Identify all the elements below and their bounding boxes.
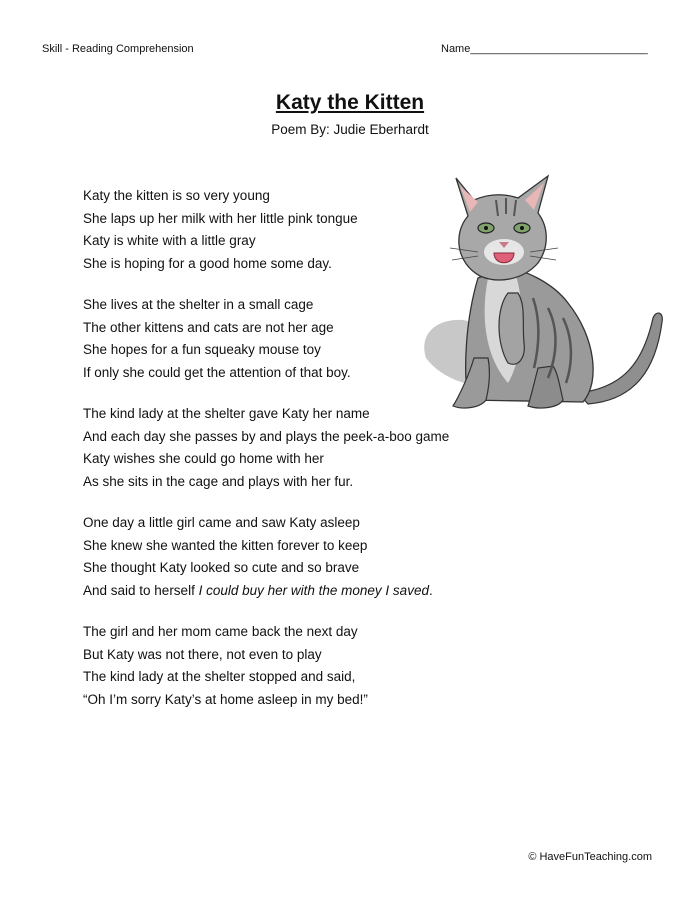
poem-line: Katy the kitten is so very young xyxy=(83,188,270,203)
poem-line-start: And said to herself xyxy=(83,582,199,598)
poem-line: She knew she wanted the kitten forever to keep xyxy=(83,537,368,553)
poem-line: She laps up her milk with her little pink tongue xyxy=(83,210,358,226)
page-title: Katy the Kitten xyxy=(275,91,425,114)
poem-line: As she sits in the cage and plays with her fur. xyxy=(83,473,354,489)
poem-line: The girl and her mom came back the next day xyxy=(83,624,358,639)
poem-italic-thought: I could buy her with the money I saved xyxy=(198,582,429,598)
poem-line: Katy is white with a little gray xyxy=(83,233,256,248)
poem-line: “Oh I’m sorry Katy’s at home asleep in my bed!” xyxy=(83,691,368,707)
poem-line: One day a little girl came and saw Katy asleep xyxy=(83,515,360,530)
poem-line: She is hoping for a good home some day. xyxy=(83,255,332,271)
poem-line: The other kittens and cats are not her age xyxy=(83,319,334,335)
copyright-footer: © HaveFunTeaching.com xyxy=(528,851,652,863)
stanza-4 xyxy=(83,512,503,602)
name-field-label: Name_____________________________ xyxy=(441,43,648,55)
skill-label: Skill - Reading Comprehension xyxy=(42,43,194,55)
poem-line: She lives at the shelter in a small cage xyxy=(83,297,314,312)
poem-line: The kind lady at the shelter gave Katy her name xyxy=(83,406,370,421)
page-subtitle: Poem By: Judie Eberhardt xyxy=(271,122,429,137)
poem-line: Katy wishes she could go home with her xyxy=(83,451,324,466)
kitten-illustration-icon xyxy=(408,168,668,418)
poem-line: She thought Katy looked so cute and so brave xyxy=(83,560,360,575)
poem-line: If only she could get the attention of that boy. xyxy=(83,364,351,380)
poem-line: The kind lady at the shelter stopped and said, xyxy=(83,669,356,684)
poem-line-with-italic xyxy=(83,580,503,603)
stanza-5 xyxy=(83,621,503,711)
poem-line: And each day she passes by and plays the peek-a-boo game xyxy=(83,428,450,444)
poem-line-end: . xyxy=(428,582,433,598)
poem-line: But Katy was not there, not even to play xyxy=(83,646,322,662)
poem-line: She hopes for a fun squeaky mouse toy xyxy=(83,342,321,357)
